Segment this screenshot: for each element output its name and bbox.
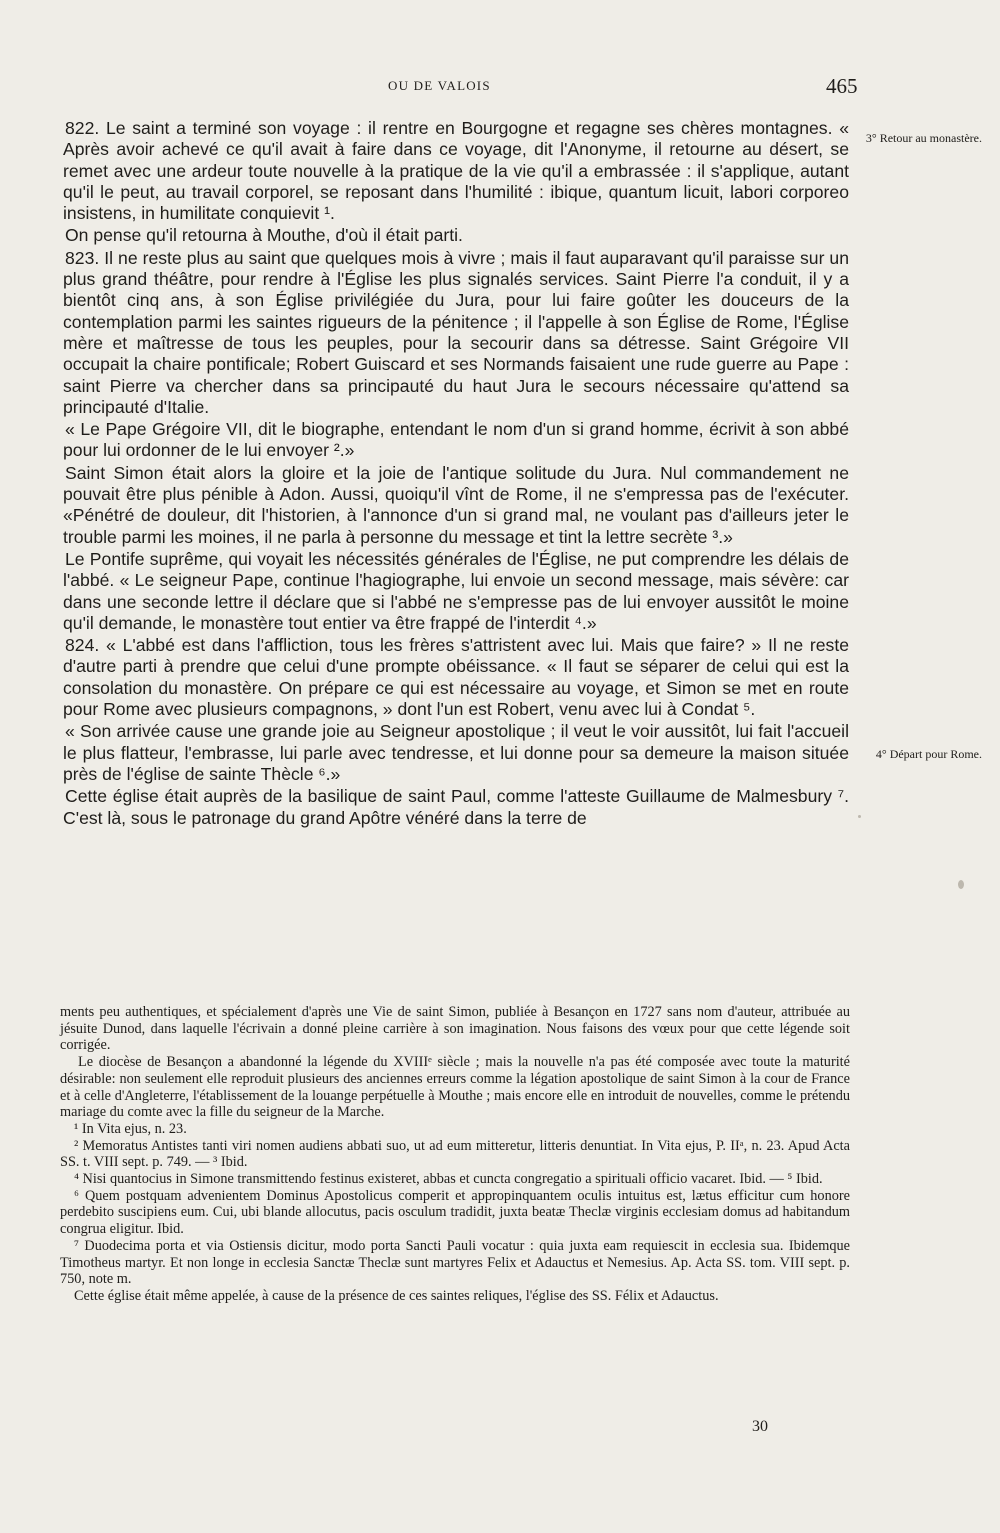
paragraph-pontife: Le Pontife suprême, qui voyait les nécessités générales de l'Église, ne put comprendre les délais de l'abbé. « Le seigneur Pape, continue l'hagiographe, lui envoie un second message, mais sévère: car dans une seconde lettre il déclare que si l'abbé ne s'empresse pas de lui envoyer aussitôt le moine qu'il demande, le monastère tout entier va être frappé de l'interdit ⁴.» [63,548,849,633]
paragraph-saint-simon: Saint Simon était alors la gloire et la joie de l'antique solitude du Jura. Nul commandement ne pouvait être plus pénible à Adon. Aussi, quoiqu'il vînt de Rome, il ne s'empressa pas de l'exécuter. «Pénétré de douleur, dit l'historien, à l'annonce d'un si grand mal, ne voulant pas d'ailleurs jeter le trouble parmi les moines, il ne parla à personne du message et tint la lettre secrète ³.» [63,462,849,547]
margin-note-depart: 4° Départ pour Rome. [875,747,982,761]
footnote-1: ¹ In Vita ejus, n. 23. [74,1120,187,1137]
page-number: 465 [826,74,858,98]
running-head: OU DE VALOIS [388,78,491,93]
paragraph-arrivee: « Son arrivée cause une grande joie au Seigneur apostolique ; il veut le voir aussitôt, lui fait l'accueil le plus flatteur, l'embrasse, lui parle avec tendresse, et lui donne pour sa demeure la maison située près de l'église de sainte Thècle ⁶.» [63,721,849,784]
main-text [63,118,849,830]
paragraph-823: 823. Il ne reste plus au saint que quelques mois à vivre ; mais il faut auparavant qu'il paraisse sur un plus grand théâtre, pour rendre à l'Église les plus signalés services. Saint Pierre l'a conduit, il y a bientôt cinq ans, à son Église privilégiée du Jura, pour lui faire goûter les douceurs de la contemplation parmi les saintes rigueurs de la pénitence ; il l'appelle à son Église de Rome, l'Église mère et maîtresse de tous les peuples, pour la secourir dans sa détresse. Saint Grégoire VII occupait la chaire pontificale; Robert Guiscard et ses Normands faisaient une rude guerre au Pape : saint Pierre va chercher dans sa principauté du haut Jura le secours nécessaire qu'attend sa principauté d'Italie. [63,247,849,417]
paragraph-gregoire: « Le Pape Grégoire VII, dit le biographe, entendant le nom d'un si grand homme, écrivit à son abbé pour lui ordonner de le lui envoyer ².» [63,419,849,461]
footnote-6: ⁶ Quem postquam advenientem Dominus Apostolicus comperit et appropinquantem oculis intuitus est, lætus efficitur cum honore perdebito suscipiens eum. Cui, ubi blande allocutus, pacis osculum tradidit, juxta beatæ Theclæ virginis ecclesiam domus ad habitandum congrua eligitur. Ibid. [60,1187,850,1238]
paper-speck [958,880,964,889]
margin-note-retour: 3° Retour au monastère. [865,131,982,145]
signature-mark: 30 [752,1418,768,1435]
paragraph-824: 824. « L'abbé est dans l'affliction, tous les frères s'attristent avec lui. Mais que faire? » Il ne reste d'autre parti à prendre que celui d'une prompte obéissance. « Il faut se séparer de celui qui est la consolation du monastère. On prépare ce qui est nécessaire au voyage, et Simon se met en route pour Rome avec plusieurs compagnons, » dont l'un est Robert, venu avec lui à Condat ⁵. [63,635,849,720]
footnote-2-3: ² Memoratus Antistes tanti viri nomen audiens abbati suo, ut ad eum mitteretur, litteris denuntiat. In Vita ejus, P. IIᵃ, n. 23. Apud Acta SS. t. VIII sept. p. 749. — ³ Ibid. [60,1137,850,1171]
footnote-diocese: Le diocèse de Besançon a abandonné la légende du XVIIIᵉ siècle ; mais la nouvelle n'a pas été composée avec toute la maturité désirable: non seulement elle reproduit plusieurs des anciennes erreurs comme la légation apostolique de saint Simon à la cour de France et à celle d'Angleterre, l'établissement de la louange perpétuelle à Mouthe ; mais encore elle en introduit de nouvelles, comme le prétendu mariage du comte avec la fille du seigneur de la Marche. [60,1054,850,1121]
page-header [0,72,1000,102]
footnotes [60,1004,850,1305]
footnote-7-note: Cette église était même appelée, à cause de la présence de ces saintes reliques, l'église des SS. Félix et Adauctus. [74,1287,719,1304]
footnote-continuation: ments peu authentiques, et spécialement d'après une Vie de saint Simon, publiée à Besançon en 1727 sans nom d'auteur, attribuée au jésuite Dunod, dans laquelle l'écrivain a donné pleine carrière à son imagination. Nous faisons des vœux pour que cette légende soit corrigée. [60,1004,850,1054]
paragraph-mouthe: On pense qu'il retourna à Mouthe, d'où il était parti. [65,225,463,246]
footnote-7: ⁷ Duodecima porta et via Ostiensis dicitur, modo porta Sancti Pauli vocatur : quia juxta eam requiescit in ecclesia sua. Ibidemque Timotheus martyr. Et non longe in ecclesia Sanctæ Theclæ sunt martyres Felix et Adauctus et Nemesius. Ap. Acta SS. tom. VIII sept. p. 750, note m. [60,1237,850,1288]
paragraph-eglise: Cette église était auprès de la basilique de saint Paul, comme l'atteste Guillaume de Malmesbury ⁷. C'est là, sous le patronage du grand Apôtre vénéré dans la terre de [63,786,849,828]
paper-speck [858,815,861,818]
footnote-4-5: ⁴ Nisi quantocius in Simone transmittendo festinus existeret, abbas et cuncta congregatio a spirituali officio vacaret. Ibid. — ⁵ Ibid. [74,1171,823,1188]
paragraph-822: 822. Le saint a terminé son voyage : il rentre en Bourgogne et regagne ses chères montagnes. « Après avoir achevé ce qu'il avait à faire dans ce voyage, dit l'Anonyme, il retourne au désert, se remet avec une ardeur toute nouvelle à la pratique de la vie qu'il a embrassée : il s'applique, autant qu'il le peut, au travail corporel, se reposant dans l'humilité : ibique, quantum licuit, labori corporeo insistens, in humilitate conquievit ¹. [63,118,849,224]
